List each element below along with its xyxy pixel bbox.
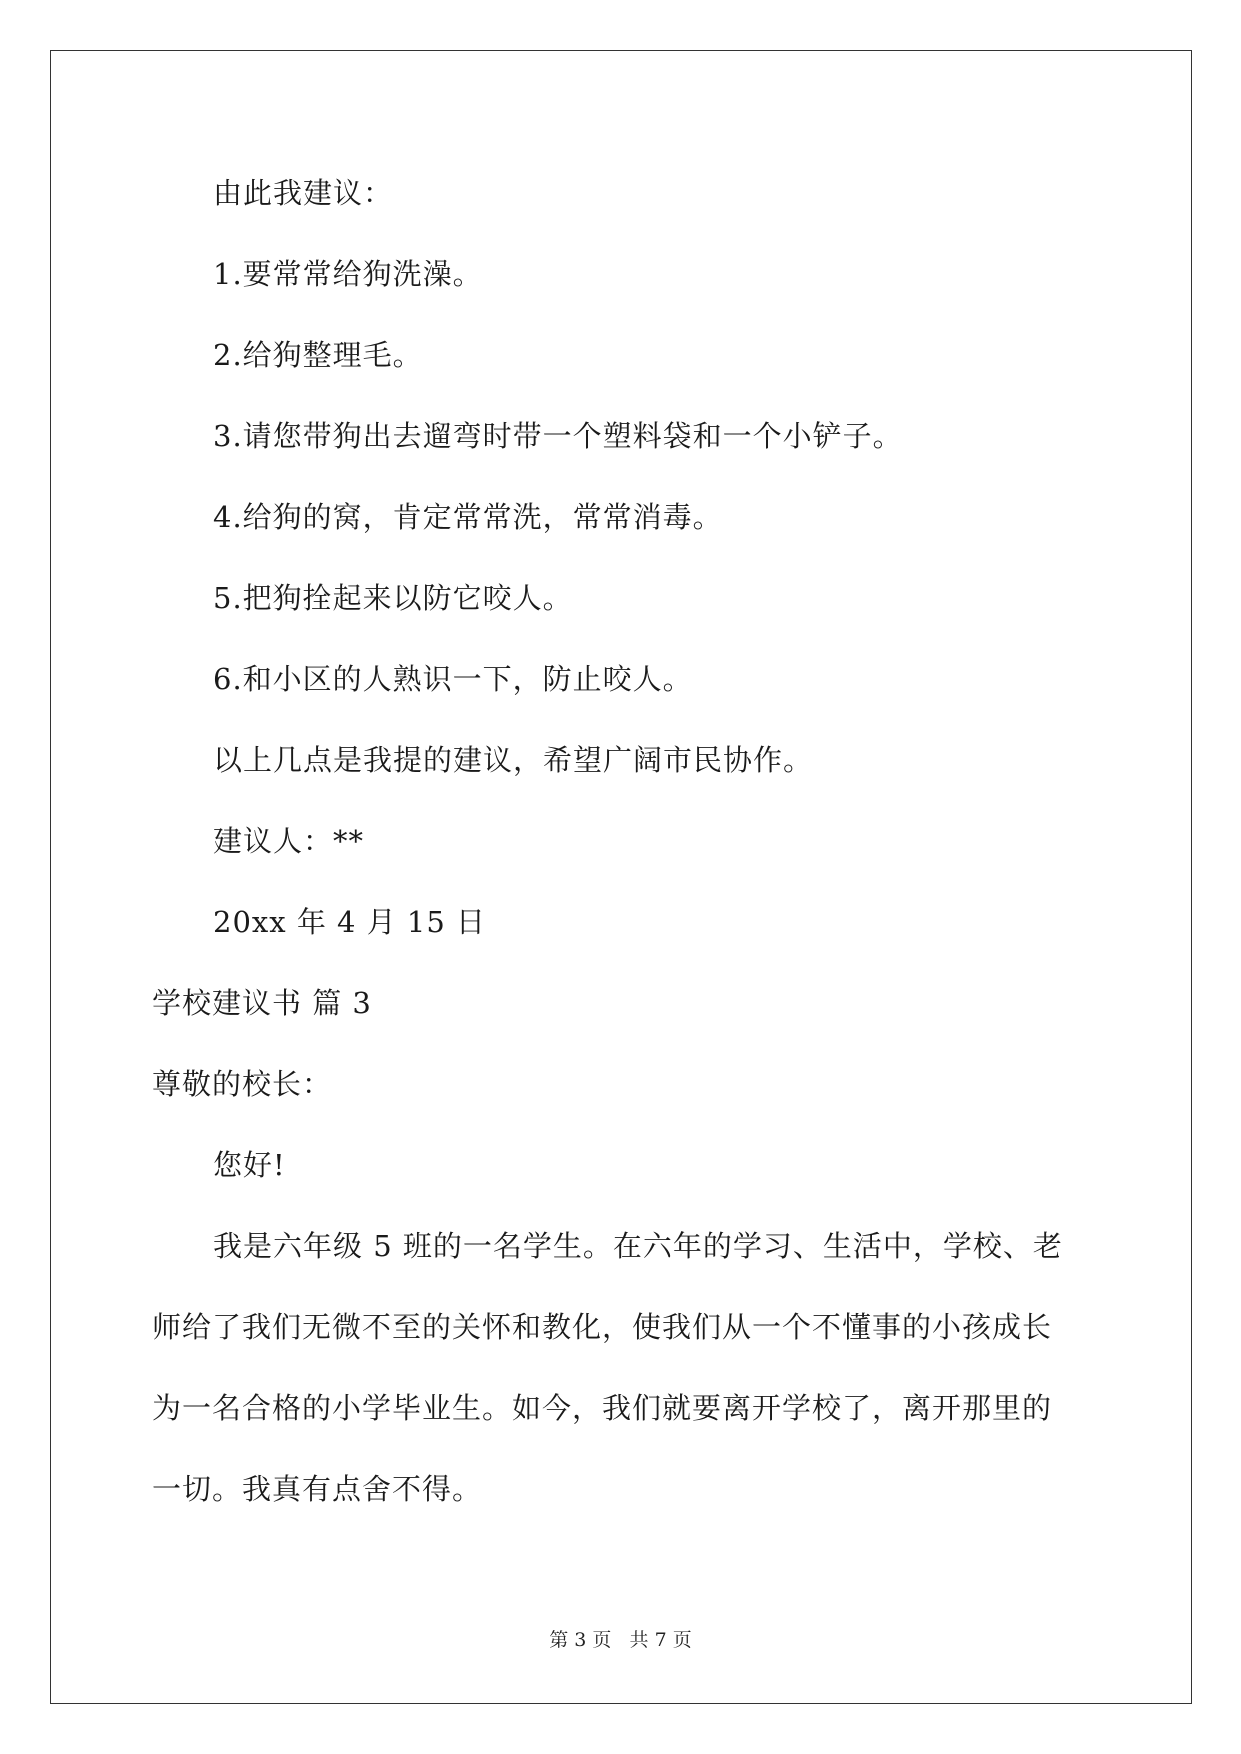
salutation: 尊敬的校长：	[152, 1067, 333, 1101]
paragraph-line: 我是六年级 5 班的一名学生。在六年的学习、生活中，学校、老	[213, 1229, 1063, 1263]
page-number: 第 3 页 共 7 页	[549, 1629, 692, 1651]
paragraph-line: 一切。我真有点舍不得。	[152, 1472, 483, 1506]
signature-line: 建议人：**	[213, 824, 365, 858]
list-item: 4.给狗的窝，肯定常常洗，常常消毒。	[213, 500, 723, 534]
paragraph-line: 师给了我们无微不至的关怀和教化，使我们从一个不懂事的小孩成长	[152, 1310, 1053, 1344]
list-item: 2.给狗整理毛。	[213, 338, 423, 372]
paragraph-line: 为一名合格的小学毕业生。如今，我们就要离开学校了，离开那里的	[152, 1391, 1053, 1425]
paragraph-line: 以上几点是我提的建议，希望广阔市民协作。	[213, 743, 814, 777]
list-item: 1.要常常给狗洗澡。	[213, 257, 483, 291]
list-item: 5.把狗拴起来以防它咬人。	[213, 581, 573, 615]
date-line: 20xx 年 4 月 15 日	[213, 905, 487, 939]
section-heading: 学校建议书 篇 3	[152, 986, 372, 1020]
paragraph-line: 由此我建议：	[213, 176, 394, 210]
page-border	[50, 50, 1192, 1704]
greeting: 您好!	[213, 1148, 286, 1182]
list-item: 6.和小区的人熟识一下，防止咬人。	[213, 662, 693, 696]
list-item: 3.请您带狗出去遛弯时带一个塑料袋和一个小铲子。	[213, 419, 903, 453]
